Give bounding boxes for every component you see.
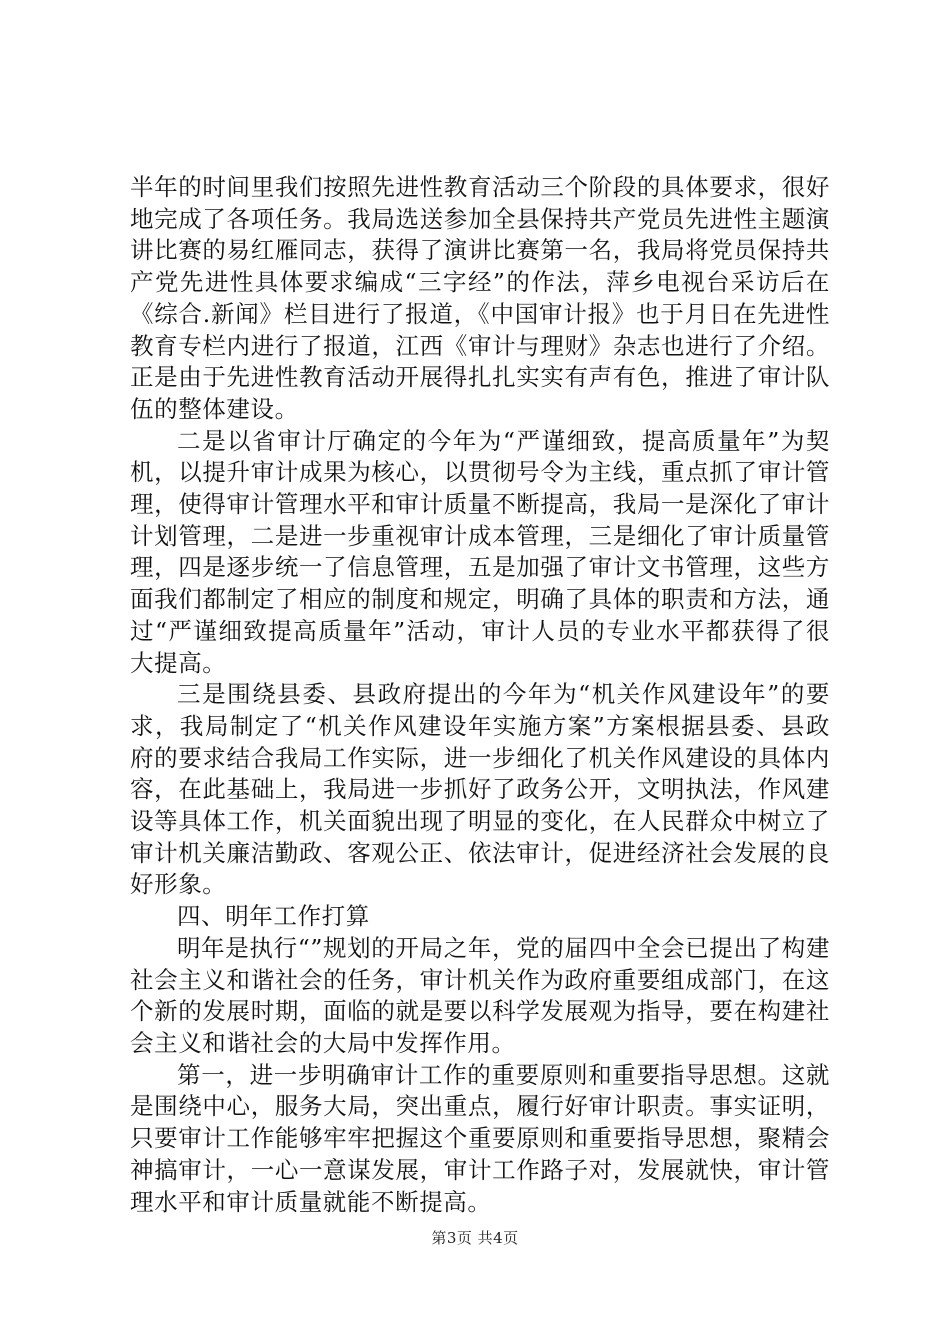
page-footer [0,1227,950,1248]
page-number: 第3页 共4页 [431,1229,519,1247]
paragraph-first-point: 第一，进一步明确审计工作的重要原则和重要指导思想。这就是围绕中心，服务大局，突出重点，履行好审计职责。事实证明，只要审计工作能够牢牢把握这个重要原则和重要指导思想，聚精会神搞审计，一心一意谋发展，审计工作路子对，发展就快，审计管理水平和审计质量就能不断提高。 [130,1060,830,1216]
paragraph-next-year-intro: 明年是执行“”规划的开局之年，党的届四中全会已提出了构建社会主义和谐社会的任务，审计机关作为政府重要组成部门，在这个新的发展时期，面临的就是要以科学发展观为指导，要在构建社会主义和谐社会的大局中发挥作用。 [130,933,830,1057]
section-heading-next-year-plan: 四、明年工作打算 [177,902,370,931]
paragraph-audit-management: 二是以省审计厅确定的今年为“严谨细致，提高质量年”为契机，以提升审计成果为核心，以贯彻号令为主线，重点抓了审计管理，使得审计管理水平和审计质量不断提高，我局一是深化了审计计划管理，二是进一步重视审计成本管理，三是细化了审计质量管理，四是逐步统一了信息管理，五是加强了审计文书管理，这些方面我们都制定了相应的制度和规定，明确了具体的职责和方法，通过“严谨细致提高质量年”活动，审计人员的专业水平都获得了很大提高。 [130,426,830,677]
paragraph-work-style: 三是围绕县委、县政府提出的今年为“机关作风建设年”的要求，我局制定了“机关作风建设年实施方案”方案根据县委、县政府的要求结合我局工作实际，进一步细化了机关作风建设的具体内容，在此基础上，我局进一步抓好了政务公开，文明执法，作风建设等具体工作，机关面貌出现了明显的变化，在人民群众中树立了审计机关廉洁勤政、客观公正、依法审计，促进经济社会发展的良好形象。 [130,680,830,899]
document-body [130,172,830,1218]
paragraph-continuation: 半年的时间里我们按照先进性教育活动三个阶段的具体要求，很好地完成了各项任务。我局选送参加全县保持共产党员先进性主题演讲比赛的易红雁同志，获得了演讲比赛第一名，我局将党员保持共产党先进性具体要求编成“三字经”的作法，萍乡电视台采访后在《综合.新闻》栏目进行了报道，《中国审计报》也于月日在先进性教育专栏内进行了报道，江西《审计与理财》杂志也进行了介绍。正是由于先进性教育活动开展得扎扎实实有声有色，推进了审计队伍的整体建设。 [130,173,830,423]
